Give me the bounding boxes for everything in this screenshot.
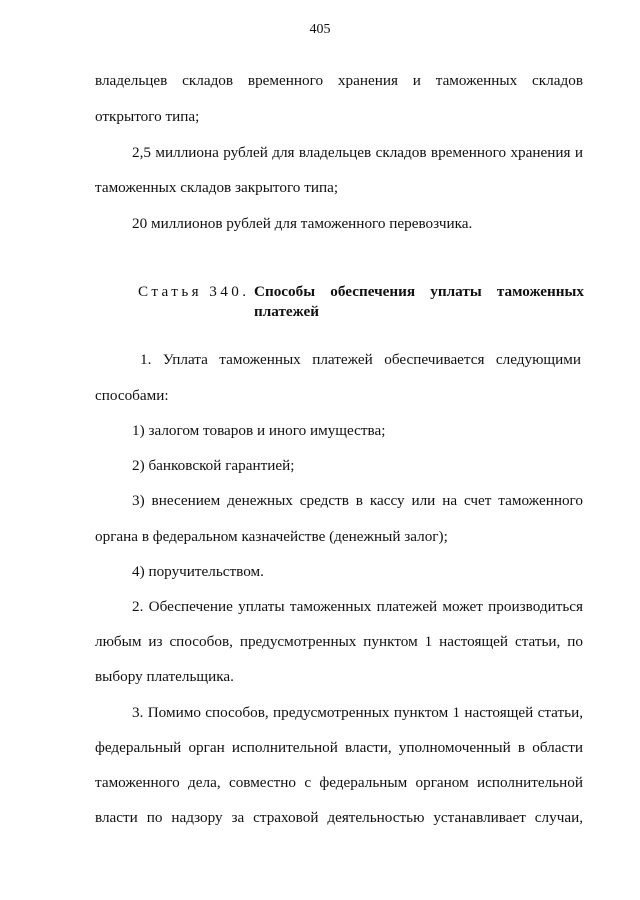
list-item-3-line-1: 3) внесением денежных средств в кассу или на счет таможенного (132, 492, 583, 509)
paragraph-3-line-1: 3. Помимо способов, предусмотренных пунктом 1 настоящей статьи, (132, 704, 583, 721)
article-title-line-1: Способы обеспечения уплаты таможенных (254, 283, 584, 300)
paragraph-2-line-1: 2. Обеспечение уплаты таможенных платежей может производиться (132, 598, 583, 615)
list-item-1: 1) залогом товаров и иного имущества; (132, 422, 386, 439)
paragraph-1-line-2: способами: (95, 387, 169, 404)
paragraph-2-line-3: выбору плательщика. (95, 668, 234, 685)
list-item-2: 2) банковской гарантией; (132, 457, 295, 474)
intro-line-4: таможенных складов закрытого типа; (95, 179, 339, 196)
article-title-line-2: платежей (254, 303, 319, 320)
list-item-3-line-2: органа в федеральном казначействе (денежный залог); (95, 528, 448, 545)
paragraph-1-line-1: 1. Уплата таможенных платежей обеспечивается следующими (140, 351, 581, 368)
paragraph-3-line-3: таможенного дела, совместно с федеральным органом исполнительной (95, 774, 583, 791)
article-title (254, 282, 584, 322)
page-number: 405 (309, 22, 331, 37)
intro-line-1: владельцев складов временного хранения и таможенных складов (95, 72, 583, 89)
intro-line-3: 2,5 миллиона рублей для владельцев складов временного хранения и (132, 144, 583, 161)
intro-line-5: 20 миллионов рублей для таможенного перевозчика. (132, 215, 473, 232)
article-label: Статья 340. (138, 283, 250, 300)
list-item-4: 4) поручительством. (132, 563, 264, 580)
paragraph-3-line-2: федеральный орган исполнительной власти, уполномоченный в области (95, 739, 583, 756)
article-heading (138, 282, 584, 326)
paragraph-3-line-4: власти по надзору за страховой деятельностью устанавливает случаи, (95, 809, 583, 826)
intro-line-2: открытого типа; (95, 108, 200, 125)
paragraph-2-line-2: любым из способов, предусмотренных пунктом 1 настоящей статьи, по (95, 633, 583, 650)
